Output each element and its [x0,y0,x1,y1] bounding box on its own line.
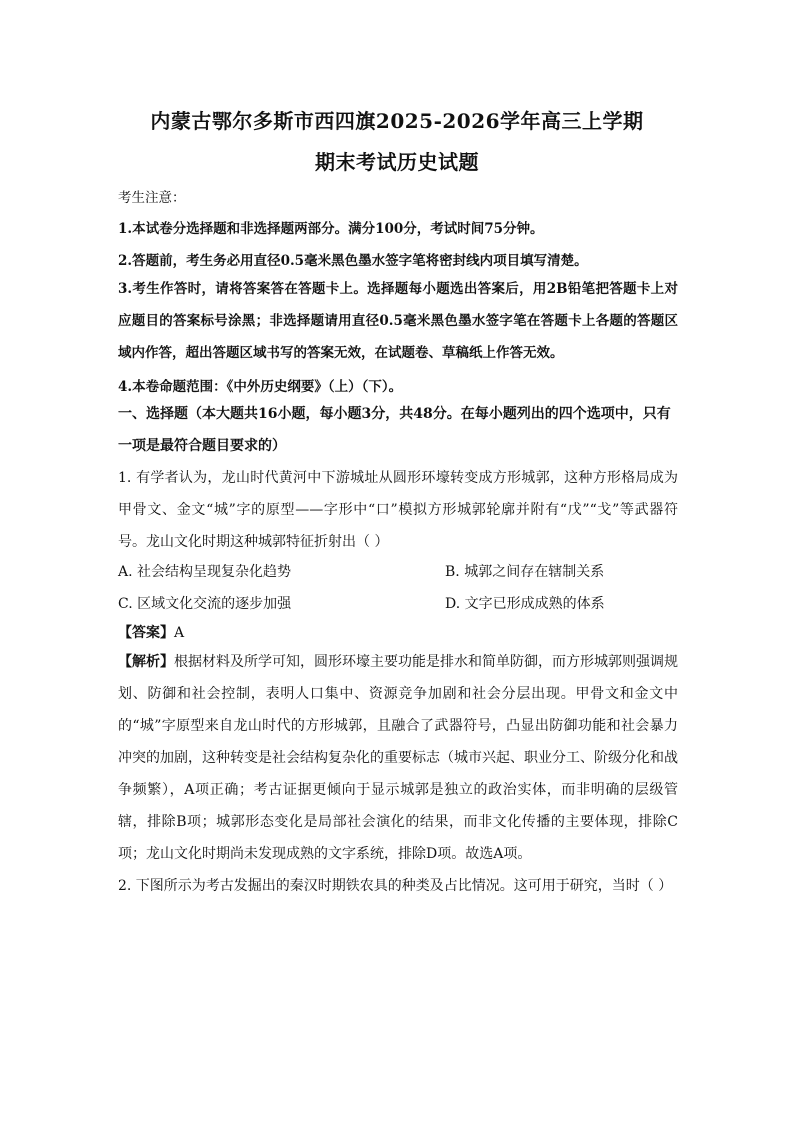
page-title-line1: 内蒙古鄂尔多斯市西四旗2025-2026学年高三上学期 [150,109,644,133]
q1-analysis [118,646,678,870]
q1-option-c: C. 区域文化交流的逐步加强 [118,596,292,612]
notice-item-3: 3.考生作答时，请将答案答在答题卡上。选择题每小题选出答案后，用2B铅笔把答题卡上对应题目的答案标号涂黑；非选择题请用直径0.5毫米黑色墨水签字笔在答题卡上各题的答题区域内作答，超出答题区域书写的答案无效，在试题卷、草稿纸上作答无效。 [118,281,678,361]
question-2-stem: 2. 下图所示为考古发掘出的秦汉时期铁农具的种类及占比情况。这可用于研究，当时（ ） [118,878,673,894]
notice-heading: 考生注意： [118,190,186,206]
section-heading: 一、选择题（本大题共16小题，每小题3分，共48分。在每小题列出的四个选项中，只有一项是最符合题目要求的） [118,406,671,454]
analysis-tag: 【解析】 [118,654,174,670]
analysis-text: 根据材料及所学可知，圆形环壕主要功能是排水和简单防御，而方形城郭则强调规划、防御和社会控制，表明人口集中、资源竞争加剧和社会分层出现。甲骨文和金文中的“城”字原型来自龙山时代的方形城郭，且融合了武器符号，凸显出防御功能和社会暴力冲突的加剧，这种转变是社会结构复杂化的重要标志（城市兴起、职业分工、阶级分化和战争频繁），A项正确；考古证据更倾向于显示城郭是独立的政治实体，而非明确的层级管辖，排除B项；城郭形态变化是局部社会演化的结果，而非文化传播的主要体现，排除C项；龙山文化时期尚未发现成熟的文字系统，排除D项。故选A项。 [118,654,678,862]
page-title-line2: 期末考试历史试题 [315,150,479,174]
answer-value: A [174,625,185,641]
notice-item-2: 2.答题前，考生务必用直径0.5毫米黑色墨水签字笔将密封线内项目填写清楚。 [118,253,588,269]
q1-option-d: D. 文字已形成成熟的体系 [445,596,605,612]
answer-tag: 【答案】 [118,625,174,641]
notice-item-1: 1.本试卷分选择题和非选择题两部分。满分100分，考试时间75分钟。 [118,221,544,237]
notice-item-4: 4.本卷命题范围：《中外历史纲要》（上）（下）。 [118,379,403,395]
q1-answer [118,622,184,642]
q1-option-b: B. 城郭之间存在辖制关系 [445,564,605,580]
q1-option-a: A. 社会结构呈现复杂化趋势 [118,564,292,580]
question-1-stem: 1. 有学者认为，龙山时代黄河中下游城址从圆形环壕转变成方形城郭，这种方形格局成为甲骨文、金文“城”字的原型——字形中“口”模拟方形城郭轮廓并附有“戊”“戈”等武器符号。龙山文化时期这种城郭特征折射出（ ） [118,470,678,550]
